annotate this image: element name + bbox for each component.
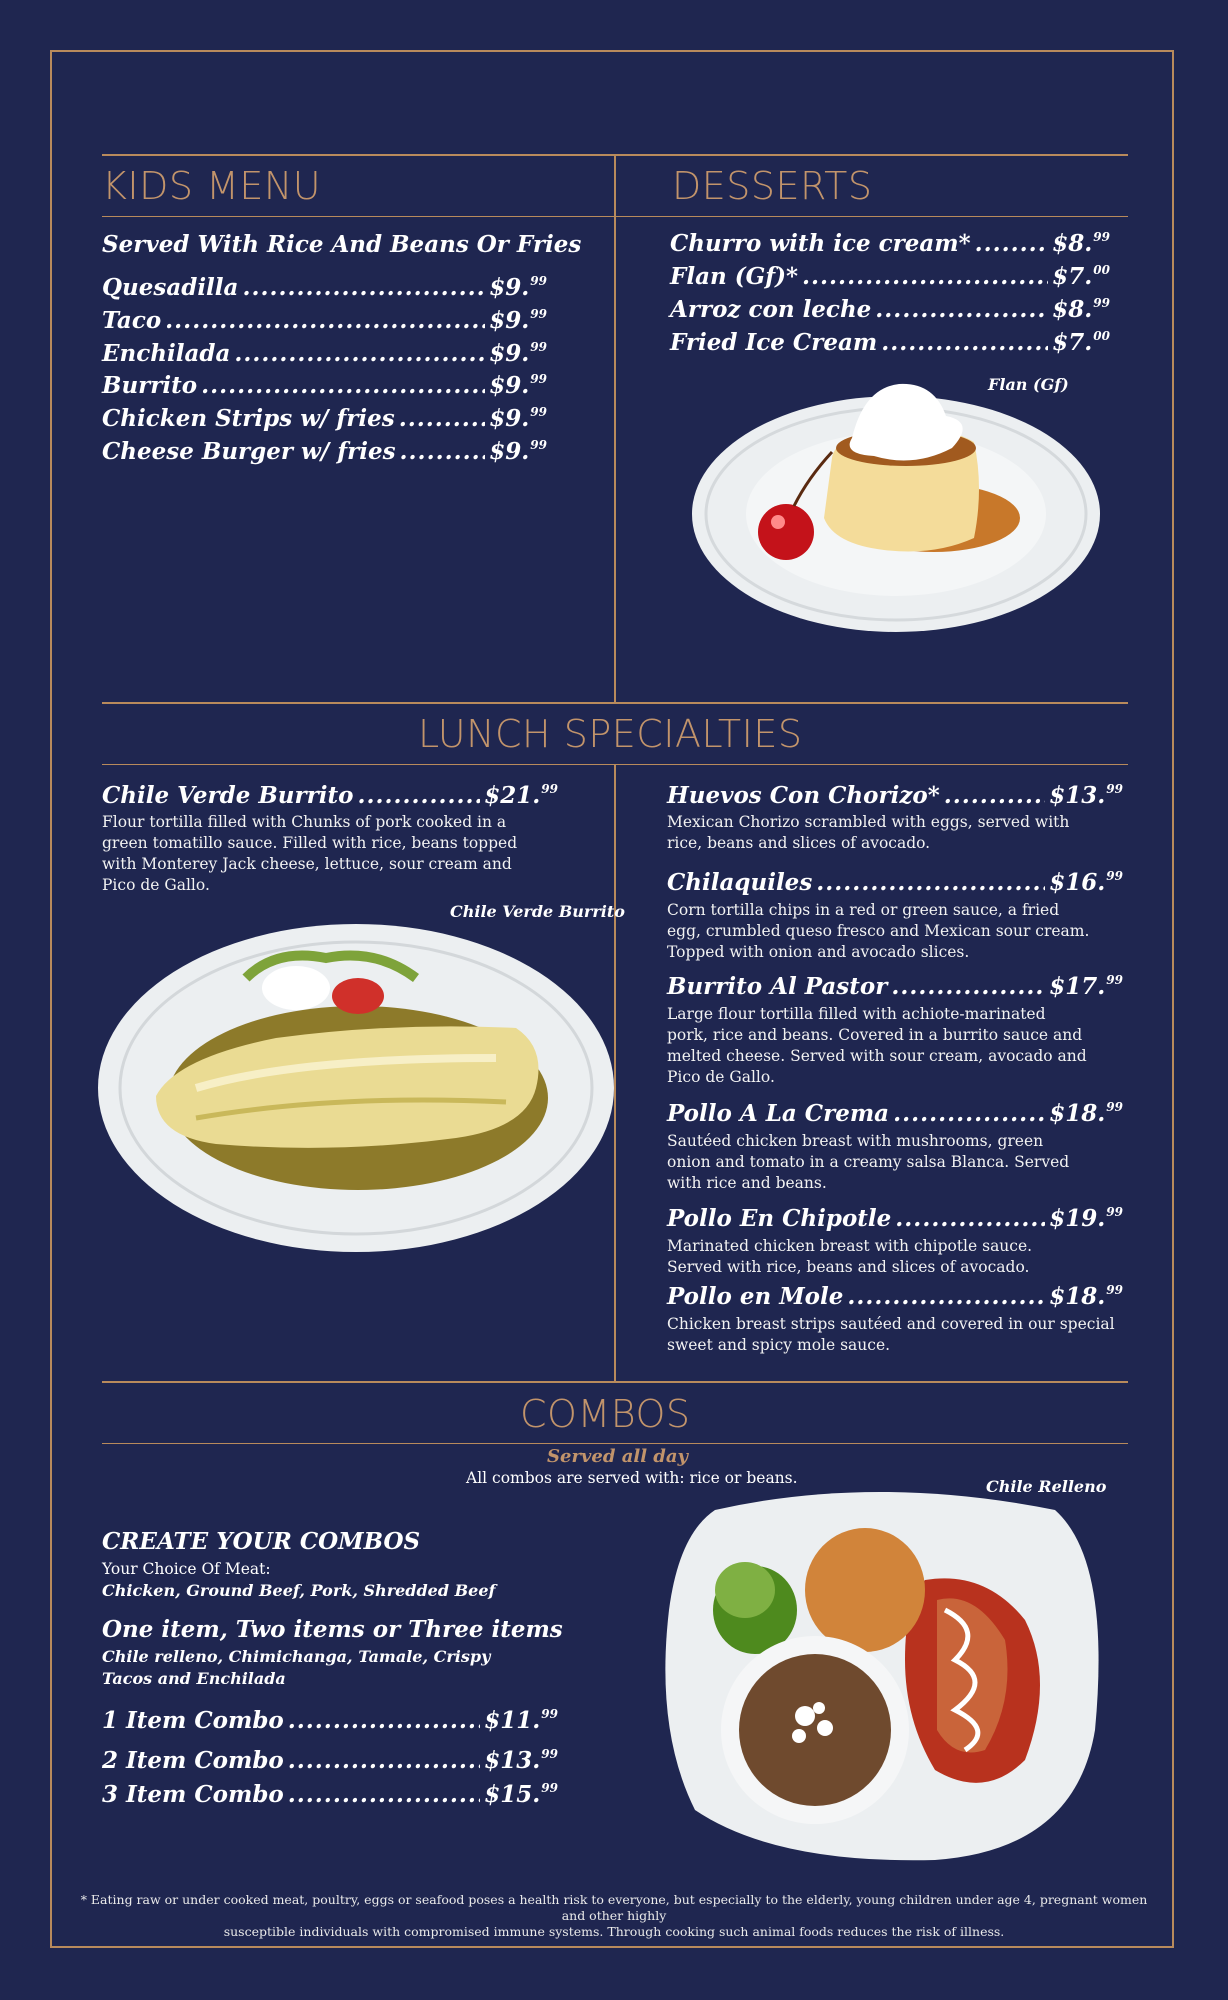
- item-description: Chicken breast strips sautéed and covered in our special sweet and spicy mole sauce.: [667, 1315, 1115, 1354]
- item-description: Mexican Chorizo scrambled with eggs, served with rice, beans and slices of avocado.: [667, 813, 1070, 852]
- kids-menu-subtitle: Served With Rice And Beans Or Fries: [102, 231, 582, 258]
- flan-photo: [684, 378, 1104, 638]
- menu-item: Huevos Con Chorizo* ..... $13.99: [667, 782, 1123, 809]
- create-combos-title: CREATE YOUR COMBOS: [102, 1528, 421, 1555]
- menu-item: 3 Item Combo ..... $15.99: [102, 1781, 558, 1808]
- item-description: Flour tortilla filled with Chunks of pork cooked in a green tomatillo sauce. Filled with rice, beans topped with Monterey Jack cheese, lettuce, sour cream and Pico de Gallo.: [102, 813, 518, 894]
- combos-title: COMBOS: [520, 1392, 691, 1436]
- health-disclaimer: * Eating raw or under cooked meat, poultry, eggs or seafood poses a health risk to everyone, but especially to the elderly, young children under age 4, pregnant women and other highly susceptible individuals with compromised immune systems. Through cooking such animal foods reduces the risk of illness.: [80, 1892, 1148, 1939]
- menu-item: Cheese Burger w/ fries ..... $9.99: [102, 438, 547, 465]
- menu-item: Chicken Strips w/ fries ..... $9.99: [102, 405, 547, 432]
- item-description: Sautéed chicken breast with mushrooms, green onion and tomato in a creamy salsa Blanca. Served with rice and beans.: [667, 1132, 1070, 1192]
- chile-verde-burrito-photo: [96, 918, 616, 1256]
- lunch-top-rule: [102, 702, 1128, 704]
- meat-label: Your Choice Of Meat:: [102, 1560, 271, 1578]
- menu-item: Pollo A La Crema ..... $18.99: [667, 1100, 1123, 1127]
- meat-options: Chicken, Ground Beef, Pork, Shredded Beef: [102, 1581, 496, 1600]
- menu-item: Taco ..... $9.99: [102, 307, 547, 334]
- menu-item: Chile Verde Burrito ..... $21.99: [102, 782, 558, 809]
- chile-relleno-photo: [655, 1480, 1115, 1866]
- menu-item: Arroz con leche ..... $8.99: [670, 296, 1110, 323]
- combos-note: All combos are served with: rice or beans.: [466, 1469, 798, 1487]
- menu-item: Churro with ice cream* ..... $8.99: [670, 230, 1110, 257]
- item-description: Corn tortilla chips in a red or green sauce, a fried egg, crumbled queso fresco and Mexican sour cream. Topped with onion and avocado slices.: [667, 901, 1090, 961]
- menu-item: Chilaquiles ..... $16.99: [667, 869, 1123, 896]
- items-title: One item, Two items or Three items: [102, 1616, 563, 1643]
- items-options: Chile relleno, Chimichanga, Tamale, Crispy Tacos and Enchilada: [102, 1647, 491, 1688]
- chile-relleno-caption: Chile Relleno: [986, 1477, 1107, 1496]
- menu-item: 1 Item Combo ..... $11.99: [102, 1707, 558, 1734]
- menu-item: Burrito ..... $9.99: [102, 372, 547, 399]
- menu-item: Enchilada ..... $9.99: [102, 340, 547, 367]
- kids-underline: [102, 216, 1128, 217]
- item-description: Large flour tortilla filled with achiote-marinated pork, rice and beans. Covered in a burrito sauce and melted cheese. Served with sour cream, avocado and Pico de Gallo.: [667, 1005, 1087, 1086]
- menu-item: Burrito Al Pastor ..... $17.99: [667, 973, 1123, 1000]
- item-description: Marinated chicken breast with chipotle sauce. Served with rice, beans and slices of avocado.: [667, 1237, 1033, 1276]
- desserts-title: DESSERTS: [672, 164, 873, 208]
- combos-top-rule: [102, 1381, 1128, 1383]
- menu-item: Flan (Gf)* ..... $7.00: [670, 263, 1110, 290]
- menu-item: Fried Ice Cream ..... $7.00: [670, 329, 1110, 356]
- menu-item: Quesadilla ..... $9.99: [102, 274, 547, 301]
- chile-verde-caption: Chile Verde Burrito: [450, 902, 625, 921]
- top-vertical-divider: [614, 154, 616, 702]
- menu-item: Pollo en Mole ..... $18.99: [667, 1283, 1123, 1310]
- menu-item: Pollo En Chipotle ..... $19.99: [667, 1205, 1123, 1232]
- lunch-specialties-title: LUNCH SPECIALTIES: [418, 712, 803, 756]
- combos-underline: [102, 1443, 1128, 1444]
- flan-caption: Flan (Gf): [988, 375, 1069, 394]
- kids-menu-title: KIDS MENU: [102, 164, 322, 208]
- combos-served: Served all day: [547, 1446, 689, 1467]
- menu-item: 2 Item Combo ..... $13.99: [102, 1747, 558, 1774]
